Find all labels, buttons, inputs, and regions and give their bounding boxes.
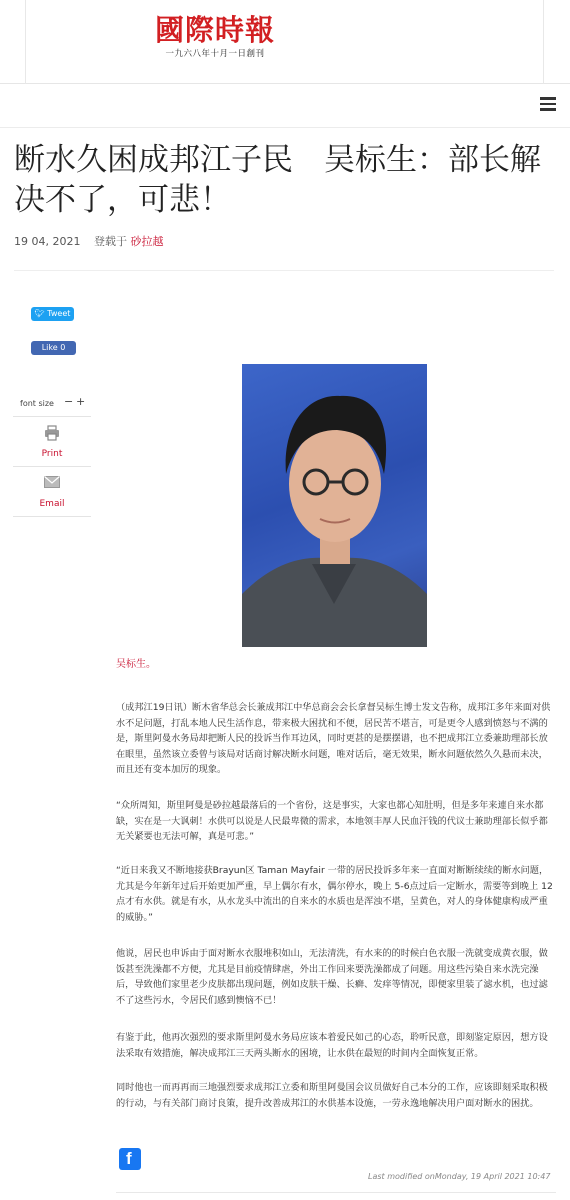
font-decrease-button[interactable]: − — [64, 395, 74, 408]
article-meta — [14, 233, 163, 249]
article-title: 断水久困成邦江子民 吴标生：部长解决不了，可悲！ — [14, 142, 541, 218]
printer-icon — [44, 425, 60, 441]
divider — [116, 1192, 556, 1193]
font-size-control — [13, 390, 91, 417]
header-left-divider — [0, 0, 26, 84]
font-increase-button[interactable]: + — [76, 395, 86, 408]
email-label: Email — [39, 499, 65, 509]
print-button[interactable] — [13, 417, 91, 467]
header-right-divider — [543, 0, 570, 84]
body-paragraph-1: （成邦江19日讯）断木省华总会长兼成邦江中华总商会会长拿督吴标生博士发文告称，成邦江多年来面对供水不足问题，打乱本地人民生活作息，带来极大困扰和不便，居民苦不堪言，可是更令人感到愤怒与不满的是，斯里阿曼水务局却把断人民的投诉当作耳边风，同时更甚的是摆摆谱，也不把成邦江立委兼助理部长放在眼里，虽然该立委曾与该局对话商讨解决断水问题，唯对话后，毫无效果，断水问题依然久久悬而未决，而且还有变本加厉的现象。 — [116, 702, 551, 776]
email-button[interactable] — [13, 467, 91, 517]
body-paragraph-6: 同时他也一而再再而三地强烈要求成邦江立委和斯里阿曼国会议员做好自己本分的工作，应该即刻采取积极的行动，与有关部门商讨良策，提升改善成邦江的水供基本设施，一劳永逸地解决用户面对断水的困扰。 — [116, 1082, 548, 1109]
body-paragraph-4: 他说，居民也申诉由于面对断水衣服堆积如山，无法清洗，有水来的的时候白色衣服一洗就变成黄衣服，做饭甚至洗澡都不方便，尤其是目前疫情肆虐，外出工作回来要洗澡都成了问题。用这些污染自来水洗完澡后，导致他们家里老少皮肤都出现问题，例如皮肤干燥、长癣、发痒等情况，即便家里装了滤水机，也过滤不了这些污水，令居民们感到懊恼不已！ — [116, 948, 548, 1006]
facebook-icon[interactable]: f — [119, 1148, 141, 1170]
nav-bar — [0, 84, 570, 128]
twitter-bird-icon: 🐦︎ — [34, 309, 45, 318]
article-photo — [242, 364, 427, 647]
tweet-label: Tweet — [47, 309, 71, 318]
posted-in-label: 登载于 — [93, 235, 127, 248]
site-header — [0, 0, 570, 84]
facebook-like-button[interactable] — [31, 341, 76, 355]
body-paragraph-5: 有鉴于此，他再次强烈的要求斯里阿曼水务局应该本着爱民如己的心态，聆听民意，即刻鉴定原因，想方设法采取有效措施，解决成邦江三天两头断水的困境，让水供在最短的时间内全面恢复正常。 — [116, 1032, 548, 1059]
body-paragraph-3: “近日来我又不断地接获Brayun区 Taman Mayfair 一带的居民投诉多年来一直面对断断续续的断水问题，尤其是今年新年过后开始更加严重，早上偶尔有水，偶尔停水，晚上 5-6点过后一定断水，需要等到晚上 12点才有水供。就是有水，从水龙头中流出的自来水的水质也是浑浊不堪，呈黄色，对人的身体健康构成严重的威胁。” — [116, 865, 553, 923]
portrait-illustration — [242, 364, 427, 647]
last-modified: Last modified onMonday, 19 April 2021 10:47 — [368, 1172, 551, 1181]
masthead-subtitle: 一九六八年十月一日創刊 — [165, 49, 265, 59]
font-size-label: font size — [20, 399, 54, 408]
tweet-button[interactable] — [31, 307, 74, 321]
divider — [14, 270, 554, 271]
article-tools — [13, 390, 91, 517]
site-logo[interactable] — [120, 12, 310, 60]
photo-caption: 吴标生。 — [116, 659, 156, 670]
body-paragraph-2: “众所周知，斯里阿曼是砂拉越最落后的一个省份，这是事实，大家也都心知肚明，但是多年来連自来水都缺，实在是一大讽刺！水供可以说是人民最卑微的需求，本地领丰厚人民血汗钱的代议士兼助理部长似乎都无关紧要也无法可解，真是可悲。” — [116, 800, 548, 843]
hamburger-menu-icon[interactable] — [540, 97, 556, 111]
article-date: 19 04, 2021 — [14, 235, 81, 248]
category-link[interactable]: 砂拉越 — [130, 235, 164, 248]
print-label: Print — [41, 449, 63, 459]
envelope-icon — [44, 475, 60, 489]
masthead-title: 國際時報 — [154, 13, 275, 47]
like-label: Like 0 — [41, 343, 66, 352]
